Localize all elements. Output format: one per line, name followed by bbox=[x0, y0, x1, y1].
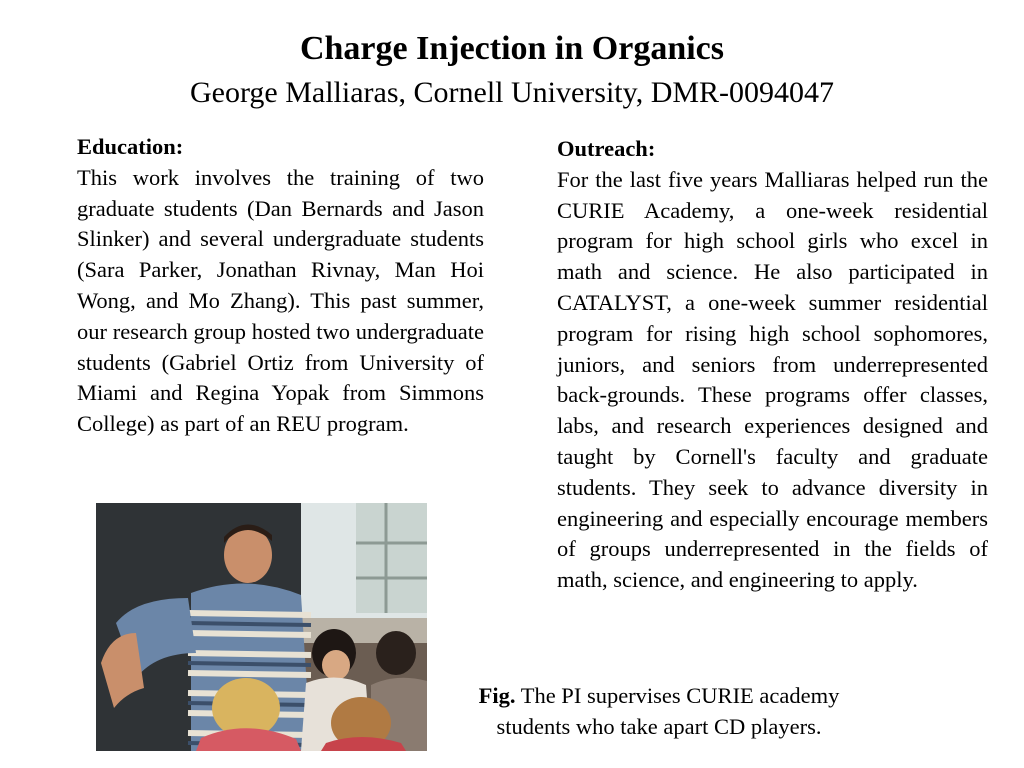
outreach-body: For the last five years Malliaras helped run the CURIE Academy, a one-week residential program for high school girls who excel in math and science. He also participated in CATALYST, a one-week summer residential program for rising high school sophomores, juniors, and seniors from underrepresented back-grounds. These programs offer classes, labs, and research experiences designed and taught by Cornell's faculty and graduate students. They seek to advance diversity in engineering and especially encourage members of groups underrepresented in the fields of math, science, and engineering to apply. bbox=[557, 166, 988, 593]
outreach-section bbox=[557, 134, 988, 596]
figure-caption-text: The PI supervises CURIE academy students who take apart CD players. bbox=[496, 683, 840, 739]
slide-subtitle: George Malliaras, Cornell University, DMR-0094047 bbox=[189, 76, 835, 109]
education-section bbox=[77, 132, 484, 440]
education-body: This work involves the training of two graduate students (Dan Bernards and Jason Slinker) and several undergraduate students (Sara Parker, Jonathan Rivnay, Man Hoi Wong, and Mo Zhang). This past summer, our research group hosted two undergraduate students (Gabriel Ortiz from University of Miami and Regina Yopak from Simmons College) as part of an REU program. bbox=[77, 164, 484, 437]
classroom-photo bbox=[96, 503, 427, 751]
outreach-heading: Outreach: bbox=[557, 136, 656, 161]
figure-caption bbox=[444, 680, 874, 742]
education-heading: Education: bbox=[77, 134, 184, 159]
slide-title: Charge Injection in Organics bbox=[299, 30, 725, 67]
figure-label: Fig. bbox=[478, 683, 516, 708]
